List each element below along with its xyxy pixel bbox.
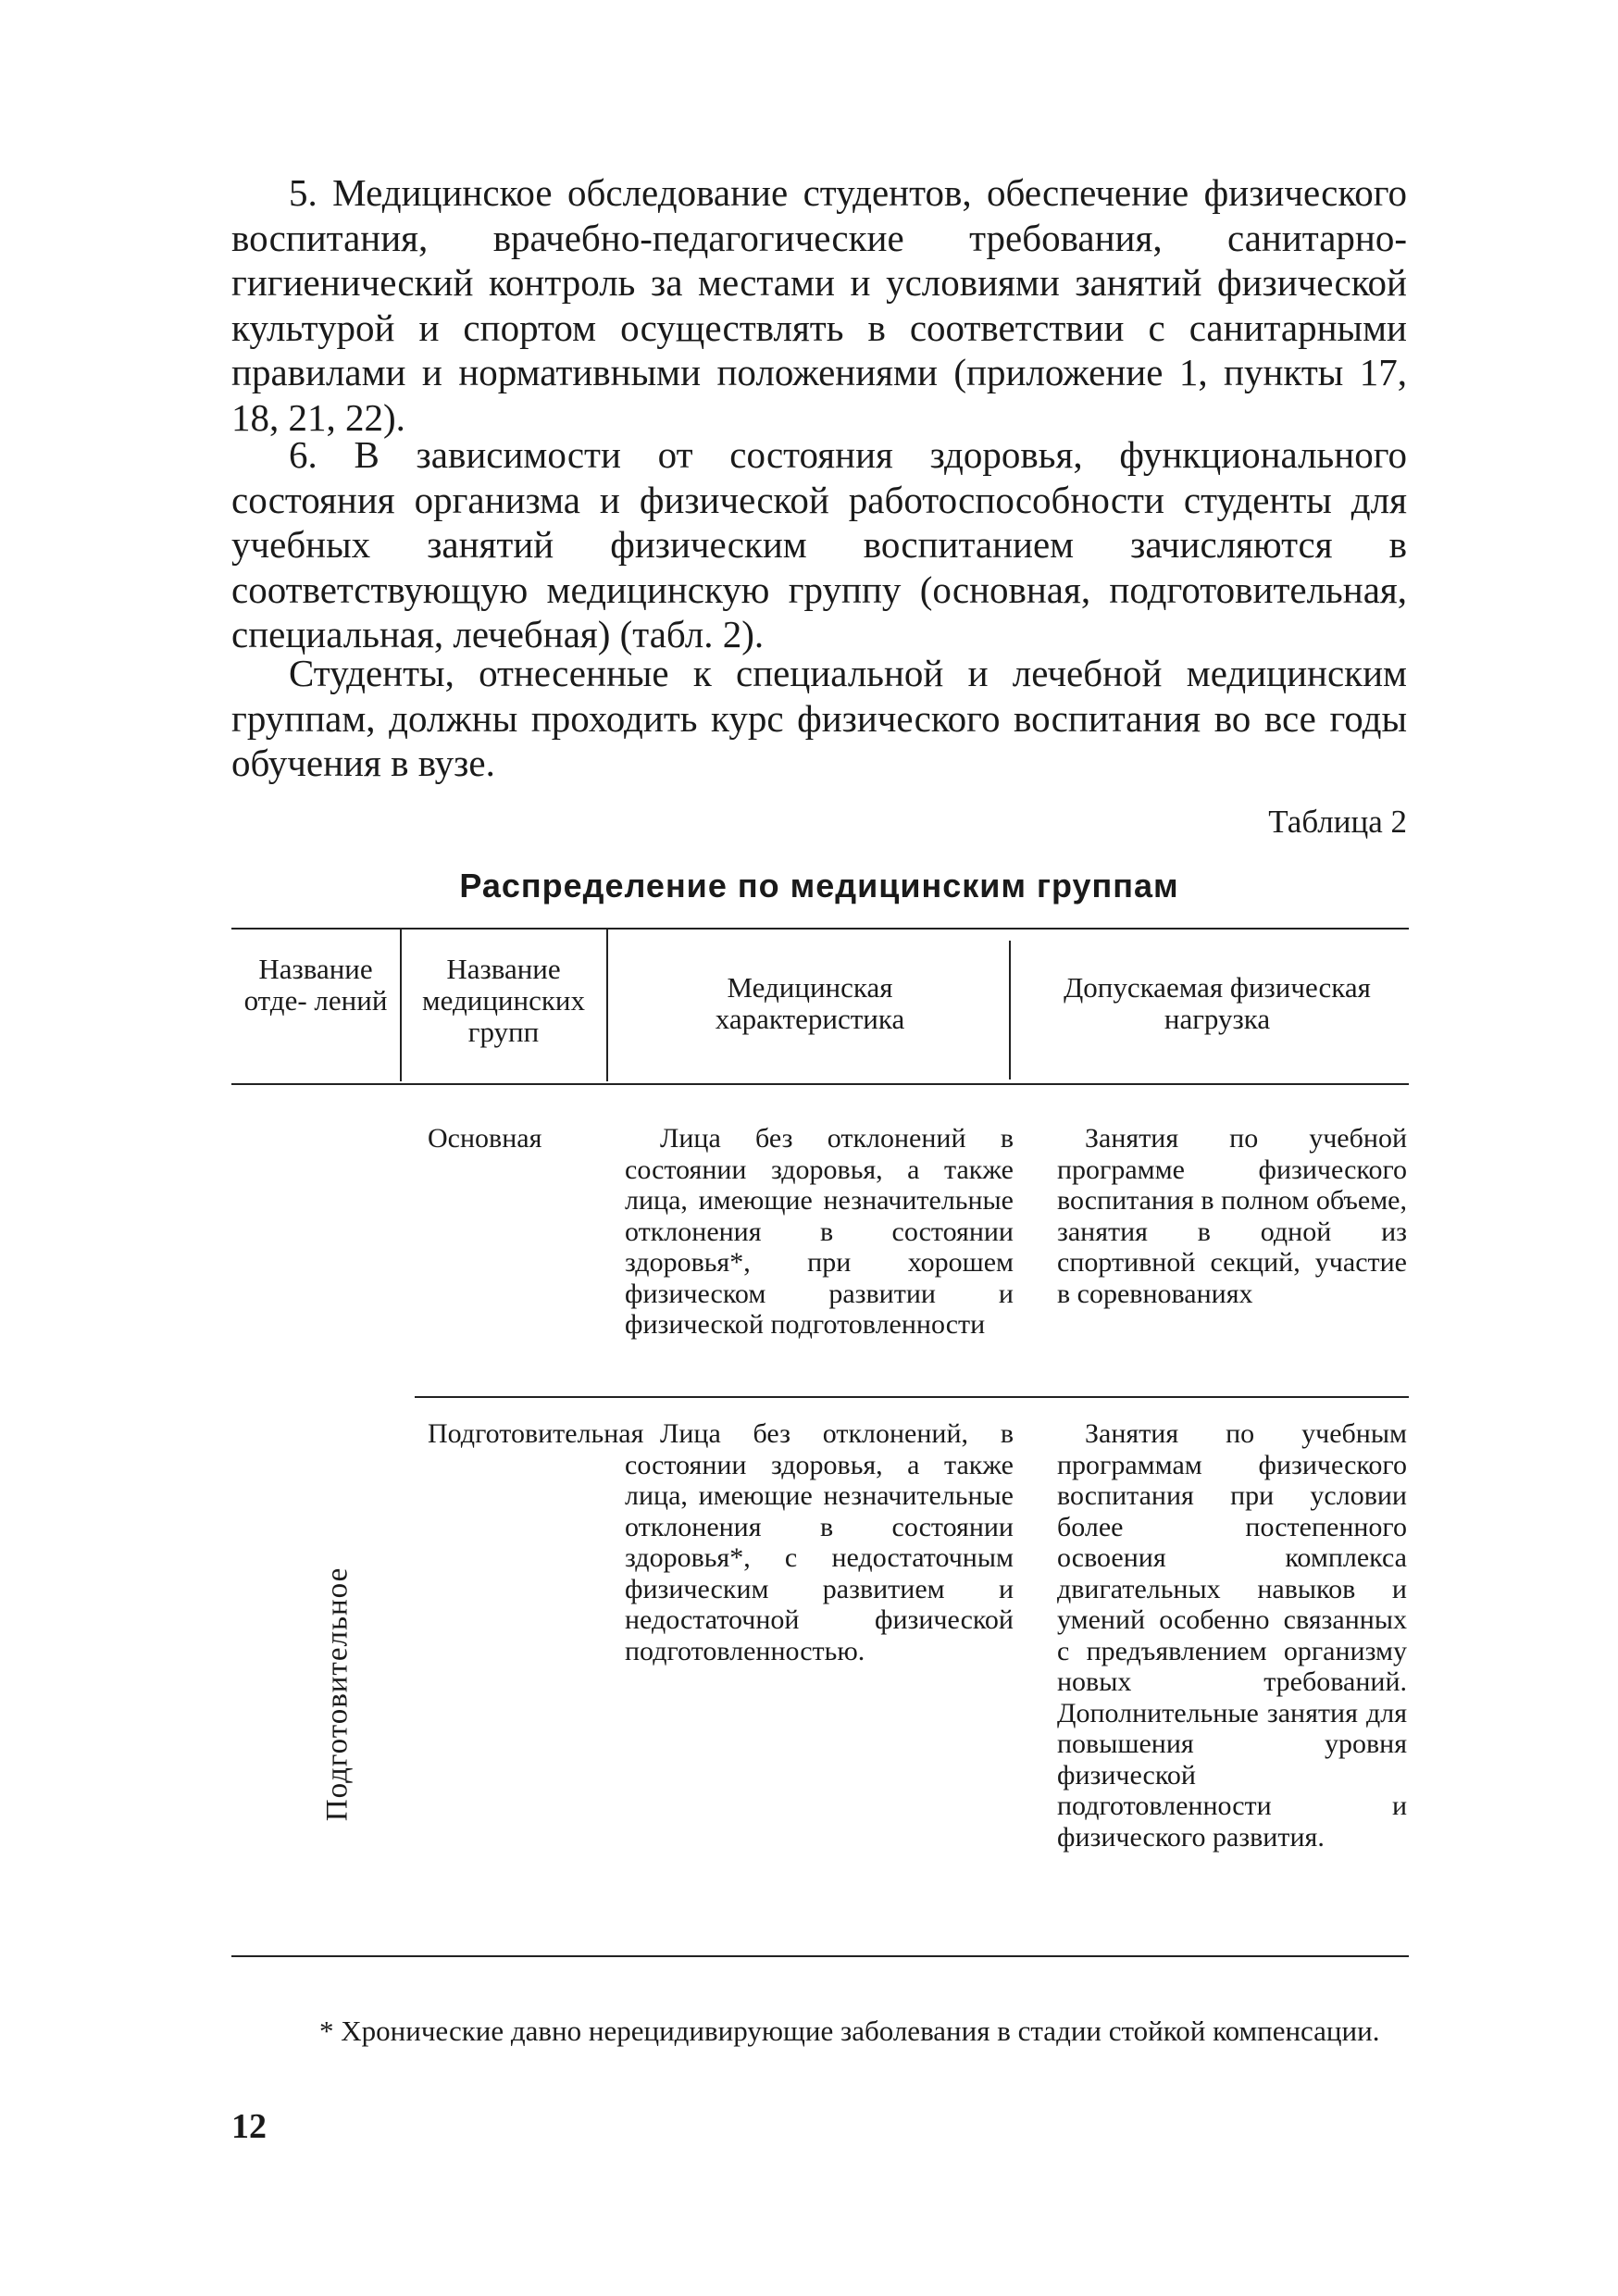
header-load: Допускаемая физическая нагрузка — [1064, 971, 1371, 1035]
page-number: 12 — [231, 2107, 267, 2146]
header-characteristic: Медицинская характеристика — [715, 971, 905, 1035]
table-top-rule — [231, 928, 1409, 930]
row-1-group: Основная — [428, 1123, 542, 1154]
footnote: * Хронические давно нерецидивирующие заболевания в стадии стойкой компенсации. — [319, 2015, 1380, 2047]
table-bottom-rule — [231, 1955, 1409, 1957]
department-name: Подготовительное — [320, 1566, 355, 1822]
row-1-characteristic: Лица без отклонений в состоянии здоровья, а также лица, имеющие незначительные отклонения в состоянии здоровья*, при хорошем физическом развитии и физической подготовленности — [625, 1123, 1014, 1340]
paragraph-6: 6. В зависимости от состояния здоровья, функционального состояния организма и физической работоспособности студенты для учебных занятий физическим воспитанием зачисляются в соответствующую медицинскую группу (основная, подготовительная, специальная, лечебная) (табл. 2). — [231, 433, 1407, 655]
row-2-group: Подготовительная — [428, 1418, 644, 1449]
row-2-load: Занятия по учебным программам физического воспитания при условии более постепенного освоения комплекса двигательных навыков и умений особенно связанных с предъявлением организму новых требований. Дополнительные занятия для повышения уровня физической подготовленности и физического развития. — [1057, 1418, 1407, 1853]
header-separator — [1009, 941, 1011, 1079]
table-header-rule — [231, 1083, 1409, 1085]
header-department: Название отде- лений — [243, 953, 388, 1017]
header-separator — [606, 930, 608, 1081]
table-label: Таблица 2 — [1268, 804, 1407, 840]
row-1-load: Занятия по учебной программе физического воспитания в полном объеме, занятия в одной из спортивной секций, участие в соревнованиях — [1057, 1123, 1407, 1309]
paragraph-students: Студенты, отнесенные к специальной и лечебной медицинским группам, должны проходить курс физического воспитания во все годы обучения в вузе. — [231, 652, 1407, 784]
table-title: Распределение по медицинским группам — [459, 867, 1179, 905]
header-group: Название медицинских групп — [421, 953, 585, 1048]
paragraph-5: 5. Медицинское обследование студентов, обеспечение физического воспитания, врачебно-педагогические требования, санитарно-гигиенический контроль за местами и условиями занятий физической культурой и спортом осуществлять в соответствии с санитарными правилами и нормативными положениями (приложение 1, пункты 17, 18, 21, 22). — [231, 171, 1407, 439]
table-row-divider — [415, 1396, 1409, 1398]
row-2-characteristic: Лица без отклонений, в состоянии здоровья, а также лица, имеющие незначительные отклонения в состоянии здоровья*, с недостаточным физическим развитием и недостаточной физической подготовленностью. — [625, 1418, 1014, 1666]
